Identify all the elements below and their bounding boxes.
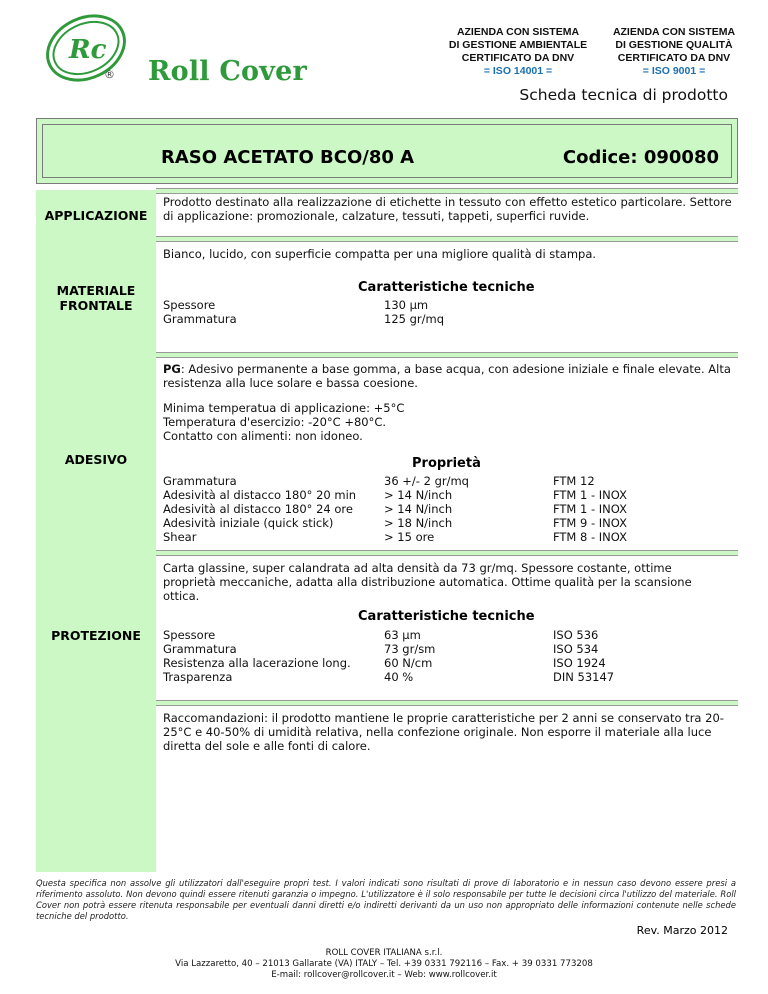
adesivo-temperatures: Minima temperatua di applicazione: +5°C Temperatura d'esercizio: -20°C +80°C. Contatto con alimenti: non idoneo. [163,401,405,443]
materiale-values: 130 µm 125 gr/mq [384,298,445,326]
registered-mark: ® [104,68,115,81]
product-title-bar [36,118,738,184]
adesivo-description [163,362,733,390]
product-name: RASO ACETATO BCO/80 A [161,147,415,168]
logo-letters: Rc [69,35,107,65]
protezione-subtitle: Caratteristiche tecniche [358,609,535,624]
section-divider [156,188,738,194]
footer [0,948,768,981]
cert-line: CERTIFICATO DA DNV [461,52,575,64]
protezione-values: 63 µm 73 gr/sm 60 N/cm 40 % [384,628,436,684]
raccomandazioni-text: Raccomandazioni: il prodotto mantiene le proprie caratteristiche per 2 anni se conservato tra 20-25°C e 40-50% di umidità relativa, nella confezione originale. Non esporre il materiale alla luce diretta del sole e alle fonti di calore. [163,711,724,753]
revision-date: Rev. Marzo 2012 [636,924,728,937]
adesivo-pg: PG [163,362,181,376]
section-label-applicazione: APPLICAZIONE [44,208,148,223]
product-code: Codice: 090080 [562,147,719,168]
cert-line: DI GESTIONE QUALITÀ [615,39,733,51]
iso-9001-certification [594,26,754,78]
iso-9001-label: = ISO 9001 = [642,65,706,77]
adesivo-values: 36 +/- 2 gr/mq > 14 N/inch > 14 N/inch > 18 N/inch > 15 ore [384,474,469,544]
section-label-adesivo: ADESIVO [64,452,128,467]
cert-line: AZIENDA CON SISTEMA [612,26,736,38]
label-line: MATERIALE [56,283,136,298]
section-divider [156,550,738,556]
adesivo-subtitle: Proprietà [412,456,481,471]
adesivo-props: Grammatura Adesività al distacco 180° 20 min Adesività al distacco 180° 24 ore Adesività iniziale (quick stick) Shear [163,474,357,544]
protezione-description: Carta glassine, super calandrata ad alta densità da 73 gr/mq. Spessore costante, ottime proprietà meccaniche, adatta alla distribuzione automatica. Ottime qualità per la scansione ottica. [163,561,692,603]
section-divider [156,236,738,242]
adesivo-methods: FTM 12 FTM 1 - INOX FTM 1 - INOX FTM 9 - INOX FTM 8 - INOX [553,474,627,544]
product-title-inner [42,124,732,178]
section-divider [156,700,738,706]
applicazione-text: Prodotto destinato alla realizzazione di etichette in tessuto con effetto estetico particolare. Settore di applicazione: promozionale, calzature, tessuti, tappeti, superfici ruvide. [163,195,732,223]
roll-cover-logo [36,14,136,84]
iso-14001-certification [438,26,598,78]
iso-14001-label: = ISO 14001 = [483,65,553,77]
section-divider [156,352,738,358]
cert-line: AZIENDA CON SISTEMA [456,26,580,38]
section-label-protezione: PROTEZIONE [51,628,141,643]
materiale-subtitle: Caratteristiche tecniche [358,280,535,295]
brand-name: Roll Cover [148,56,307,87]
materiale-description: Bianco, lucido, con superficie compatta per una migliore qualità di stampa. [163,247,597,261]
materiale-props: Spessore Grammatura [163,298,237,326]
protezione-methods: ISO 536 ISO 534 ISO 1924 DIN 53147 [553,628,615,684]
adesivo-description-text: : Adesivo permanente a base gomma, a base acqua, con adesione iniziale e finale elevate. Alta resistenza alla luce solare e bassa coesione. [163,362,731,390]
disclaimer: Questa specifica non assolve gli utilizzatori dall'eseguire propri test. I valori indicati sono risultati di prove di laboratorio e in nessun caso devono essere presi a riferimento assoluto. Non devono quindi essere ritenuti garanzia o impegno. L'utilizzatore è il solo responsabile per tutte le decisioni circa l'utilizzo del materiale. Roll Cover non potrà essere ritenuta responsabile per eventuali danni diretti e/o indiretti derivanti da un uso non appropriato delle informazioni contenute nelle schede tecniche del prodotto. [36,878,736,921]
cert-line: DI GESTIONE AMBIENTALE [448,39,588,51]
footer-company: ROLL COVER ITALIANA s.r.l. [325,948,443,958]
sheet-title: Scheda tecnica di prodotto [519,86,728,104]
footer-contacts: E-mail: rollcover@rollcover.it – Web: www.rollcover.it [271,970,497,980]
footer-address: Via Lazzaretto, 40 – 21013 Gallarate (VA) ITALY – Tel. +39 0331 792116 – Fax. + 39 0331 773208 [175,959,593,969]
section-label-materiale-frontale [36,283,156,313]
label-line: FRONTALE [59,298,133,313]
protezione-props: Spessore Grammatura Resistenza alla lacerazione long. Trasparenza [163,628,351,684]
cert-line: CERTIFICATO DA DNV [617,52,731,64]
